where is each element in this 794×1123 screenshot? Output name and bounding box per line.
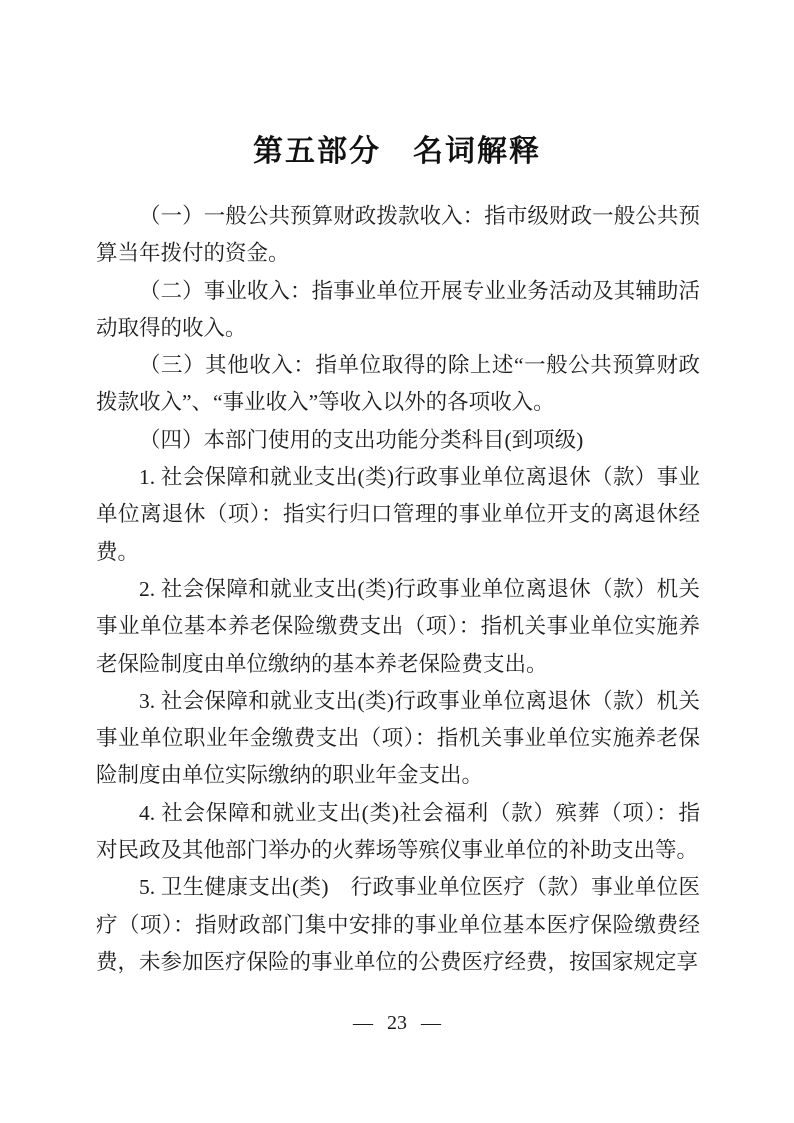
paragraph-item-1-retirement-expense: 1. 社会保障和就业支出(类)行政事业单位离退休（款）事业单位离退休（项）：指实行归口管理的事业单位开支的离退休经费。: [96, 465, 700, 564]
paragraph-definition-operational-income: （二）事业收入：指事业单位开展专业业务活动及其辅助活动取得的收入。: [96, 278, 700, 340]
paragraph-definition-other-income: （三）其他收入：指单位取得的除上述“一般公共预算财政拨款收入”、“事业收入”等收入以外的各项收入。: [96, 353, 700, 415]
paragraph-expenditure-classification-heading: （四）本部门使用的支出功能分类科目(到项级): [139, 427, 584, 452]
document-body: [96, 198, 700, 981]
paragraph-item-3-occupational-annuity: 3. 社会保障和就业支出(类)行政事业单位离退休（款）机关事业单位职业年金缴费支出（项）：指机关事业单位实施养老保险制度由单位实际缴纳的职业年金支出。: [96, 688, 700, 788]
paragraph-item-2-basic-pension-contribution: 2. 社会保障和就业支出(类)行政事业单位离退休（款）机关事业单位基本养老保险缴费支出（项）：指机关事业单位实施养老保险制度由单位缴纳的基本养老保险费支出。: [96, 576, 700, 676]
page-number: 23: [387, 1012, 407, 1034]
page-footer: [0, 1012, 794, 1035]
page-title: 第五部分 名词解释: [253, 135, 541, 168]
footer-right-dash: —: [421, 1012, 441, 1034]
paragraph-item-5-medical-expense: 5. 卫生健康支出(类) 行政事业单位医疗（款）事业单位医疗（项）：指财政部门集中安排的事业单位基本医疗保险缴费经费，未参加医疗保险的事业单位的公费医疗经费，按国家规定享: [96, 875, 700, 974]
footer-left-dash: —: [353, 1012, 373, 1034]
paragraph-definition-general-budget-income: （一）一般公共预算财政拨款收入：指市级财政一般公共预算当年拨付的资金。: [96, 204, 700, 266]
paragraph-item-4-funeral-subsidy: 4. 社会保障和就业支出(类)社会福利（款）殡葬（项）：指对民政及其他部门举办的火葬场等殡仪事业单位的补助支出等。: [96, 800, 700, 863]
